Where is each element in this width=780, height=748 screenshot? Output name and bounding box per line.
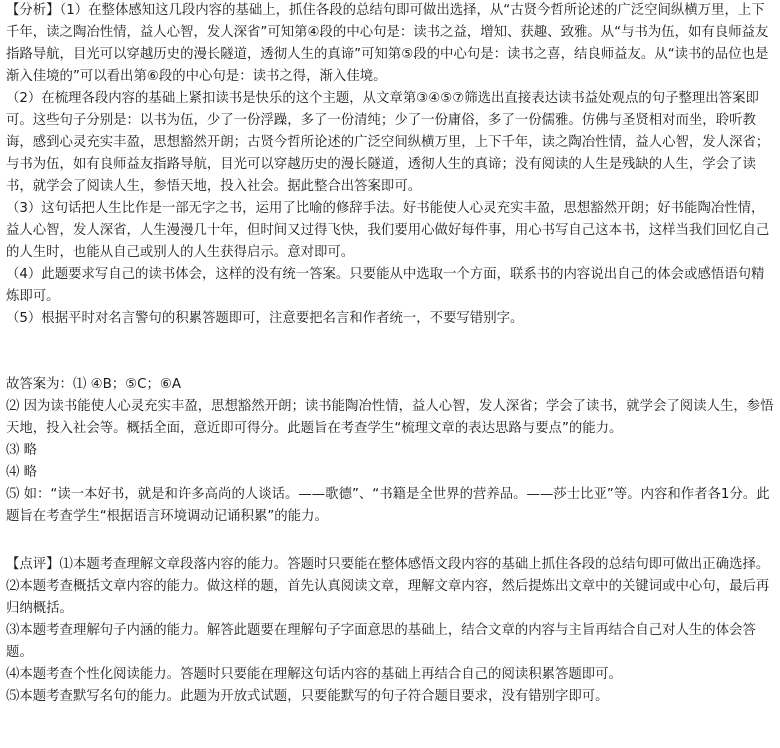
analysis-paragraph-4: （4）此题要求写自己的读书体会，这样的没有统一答案。只要能从中选取一个方面，联系书的内容说出自己的体会或感悟语句精炼即可。 bbox=[6, 267, 765, 304]
analysis-paragraph-5: （5）根据平时对名言警句的积累答题即可，注意要把名言和作者统一，不要写错别字。 bbox=[6, 311, 524, 326]
comment-section bbox=[6, 554, 776, 708]
comment-line-5: ⑸本题考查默写名句的能力。此题为开放式试题，只要能默写的句子符合题目要求，没有错别字即可。 bbox=[6, 689, 609, 704]
comment-line-4: ⑷本题考查个性化阅读能力。答题时只要能在理解这句话内容的基础上再结合自己的阅读积累答题即可。 bbox=[6, 667, 622, 682]
comment-line-3: ⑶本题考查理解句子内涵的能力。解答此题要在理解句子字面意思的基础上，结合文章的内容与主旨再结合自己对人生的体会答题。 bbox=[6, 623, 756, 660]
analysis-paragraph-3: （3）这句话把人生比作是一部无字之书，运用了比喻的修辞手法。好书能使人心灵充实丰盈，思想豁然开朗；好书能陶冶性情，益人心智，发人深省，人生漫漫几十年，但时间又过得飞快，我们要用心做好每件事，用心书写自己这本书，这样当我们回忆自己的人生时，也能从自己或别人的人生获得启示。意对即可。 bbox=[6, 201, 770, 260]
answer-line-1: 故答案为：⑴ ④B；⑤C；⑥A bbox=[6, 377, 182, 392]
comment-line-1: 【点评】⑴本题考查理解文章段落内容的能力。答题时只要能在整体感悟文段内容的基础上抓住各段的总结句即可做出正确选择。 bbox=[6, 557, 770, 572]
answer-line-5: ⑸ 如：“读一本好书，就是和许多高尚的人谈话。——歌德”、“书籍是全世界的营养品。——莎士比亚”等。内容和作者各1分。此题旨在考查学生“根据语言环境调动记诵积累”的能力。 bbox=[6, 487, 770, 524]
answer-line-3: ⑶ 略 bbox=[6, 443, 38, 458]
answer-section bbox=[6, 374, 776, 528]
analysis-section bbox=[6, 0, 776, 330]
comment-line-2: ⑵本题考查概括文章内容的能力。做这样的题，首先认真阅读文章，理解文章内容，然后提炼出文章中的关键词或中心句，最后再归纳概括。 bbox=[6, 579, 770, 616]
answer-line-4: ⑷ 略 bbox=[6, 465, 38, 480]
analysis-paragraph-1: 【分析】（1）在整体感知这几段内容的基础上，抓住各段的总结句即可做出选择，从“古贤今哲所论述的广泛空间纵横万里，上下千年，读之陶冶性情，益人心智，发人深省”可知第④段的中心句是：读书之益，增知、获趣、致雅。从“与书为伍，如有良师益友指路导航，目光可以穿越历史的漫长隧道，透彻人生的真谛”可知第⑤段的中心句是：读书之喜，结良师益友。从“读书的品位也是渐入佳境的”可以看出第⑥段的中心句是：读书之得，渐入佳境。 bbox=[6, 3, 769, 84]
analysis-paragraph-2: （2）在梳理各段内容的基础上紧扣读书是快乐的这个主题，从文章第③④⑤⑦筛选出直接表达读书益处观点的句子整理出答案即可。这些句子分别是：以书为伍，少了一份浮躁，多了一份清纯；少了一份庸俗，多了一份儒雅。仿佛与圣贤相对而坐，聆听教诲，感到心灵充实丰盈，思想豁然开朗；古贤今哲所论述的广泛空间纵横万里，上下千年，读之陶冶性情，益人心智，发人深省；与书为伍，如有良师益友指路导航，目光可以穿越历史的漫长隧道，透彻人生的真谛；没有阅读的人生是残缺的人生，学会了读书，就学会了阅读人生，参悟天地，投入社会。据此整合出答案即可。 bbox=[6, 91, 770, 194]
answer-line-2: ⑵ 因为读书能使人心灵充实丰盈，思想豁然开朗；读书能陶冶性情，益人心智，发人深省；学会了读书，就学会了阅读人生，参悟天地，投入社会等。概括全面，意近即可得分。此题旨在考查学生“梳理文章的表达思路与要点”的能力。 bbox=[6, 399, 774, 436]
